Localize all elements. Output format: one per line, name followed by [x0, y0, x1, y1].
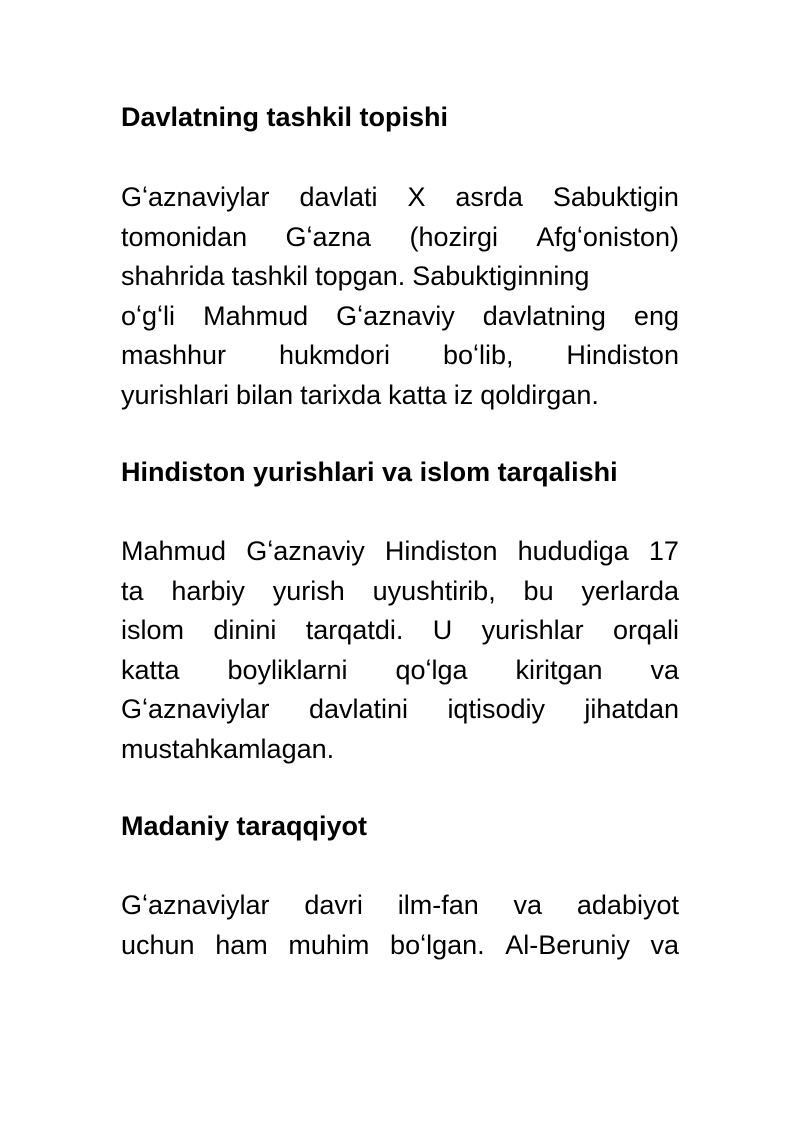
word: davlatning	[482, 300, 606, 331]
section-paragraph	[121, 178, 679, 415]
section-heading: Madaniy taraqqiyot	[121, 811, 368, 841]
word: muhim	[288, 929, 370, 960]
word: mustahkamlagan.	[121, 733, 335, 764]
section-paragraph	[121, 886, 679, 965]
word: eng	[633, 300, 679, 331]
paragraph-line	[121, 257, 679, 297]
paragraph-line	[121, 218, 679, 258]
paragraph-line	[121, 611, 679, 651]
paragraph-line	[121, 886, 679, 926]
word: bu	[523, 575, 554, 606]
word: boʻlib,	[442, 340, 514, 370]
word: mashhur	[121, 340, 227, 370]
word: uyushtirib,	[372, 575, 496, 606]
word: ilm-fan	[397, 890, 479, 920]
paragraph-line	[121, 926, 679, 966]
word: Mahmud	[203, 300, 309, 331]
word: hududiga	[517, 536, 629, 566]
word: davlati	[299, 182, 378, 212]
word: tarqatdi.	[305, 615, 404, 645]
word: (hozirgi	[409, 221, 498, 252]
word: uchun	[121, 929, 195, 960]
word: hukmdori	[278, 340, 391, 370]
word: Afgʻoniston)	[536, 221, 679, 252]
word: tarixda	[300, 379, 382, 410]
word: Sabuktiginning	[412, 261, 590, 291]
word: Hindiston	[384, 536, 498, 566]
paragraph-line	[121, 730, 679, 770]
paragraph-line	[121, 336, 679, 376]
word: adabiyot	[576, 890, 679, 920]
word: Gʻaznaviy	[336, 300, 455, 331]
word: ta	[121, 575, 144, 606]
word: U	[432, 615, 453, 645]
word: Gʻaznaviylar	[121, 182, 270, 212]
word: qoʻlga	[395, 654, 468, 685]
word: orqali	[612, 615, 679, 645]
word: ham	[215, 929, 268, 960]
word: harbiy	[171, 575, 245, 606]
section-heading: Davlatning tashkil topishi	[121, 102, 449, 132]
word: oʻgʻli	[121, 300, 176, 331]
paragraph-line	[121, 532, 679, 572]
section-paragraph	[121, 532, 679, 769]
word: iqtisodiy	[447, 694, 545, 724]
word: Hindiston	[566, 340, 679, 370]
paragraph-line	[121, 297, 679, 337]
word: asrda	[455, 182, 523, 212]
paragraph-line	[121, 376, 679, 416]
word: davri	[304, 890, 363, 920]
word: katta	[388, 379, 447, 410]
word: tashkil	[231, 261, 309, 291]
word: katta	[121, 654, 180, 685]
word: Gʻaznaviy	[246, 536, 365, 566]
paragraph-line	[121, 178, 679, 218]
paragraph-line	[121, 572, 679, 612]
word: jihatdan	[584, 694, 679, 724]
paragraph-line	[121, 690, 679, 730]
word: Gʻazna	[285, 221, 372, 252]
word: Gʻaznaviylar	[121, 890, 270, 920]
word: tomonidan	[121, 221, 248, 252]
word: Gʻaznaviylar	[121, 694, 270, 724]
word: va	[650, 654, 679, 685]
paragraph-line	[121, 651, 679, 691]
word: iz	[453, 379, 474, 410]
word: shahrida	[121, 261, 225, 291]
word: 17	[648, 536, 679, 566]
word: yurishlar	[481, 615, 584, 645]
word: yurishlari	[121, 379, 230, 410]
word: dinini	[213, 615, 277, 645]
section-heading: Hindiston yurishlari va islom tarqalishi	[121, 457, 618, 487]
word: Al-Beruniy	[505, 929, 630, 960]
word: qoldirgan.	[480, 379, 599, 410]
word: bilan	[236, 379, 294, 410]
word: yerlarda	[581, 575, 679, 606]
word: yurish	[272, 575, 345, 606]
word: davlatini	[308, 694, 409, 724]
word: kiritgan	[515, 654, 603, 685]
word: va	[513, 890, 543, 920]
word: islom	[121, 615, 185, 645]
word: Sabuktigin	[552, 182, 679, 212]
word: Mahmud	[121, 536, 227, 566]
word: boʻlgan.	[390, 929, 485, 960]
word: boyliklarni	[227, 654, 348, 685]
word: X	[407, 182, 426, 212]
word: topgan.	[315, 261, 406, 291]
word: va	[650, 929, 679, 960]
